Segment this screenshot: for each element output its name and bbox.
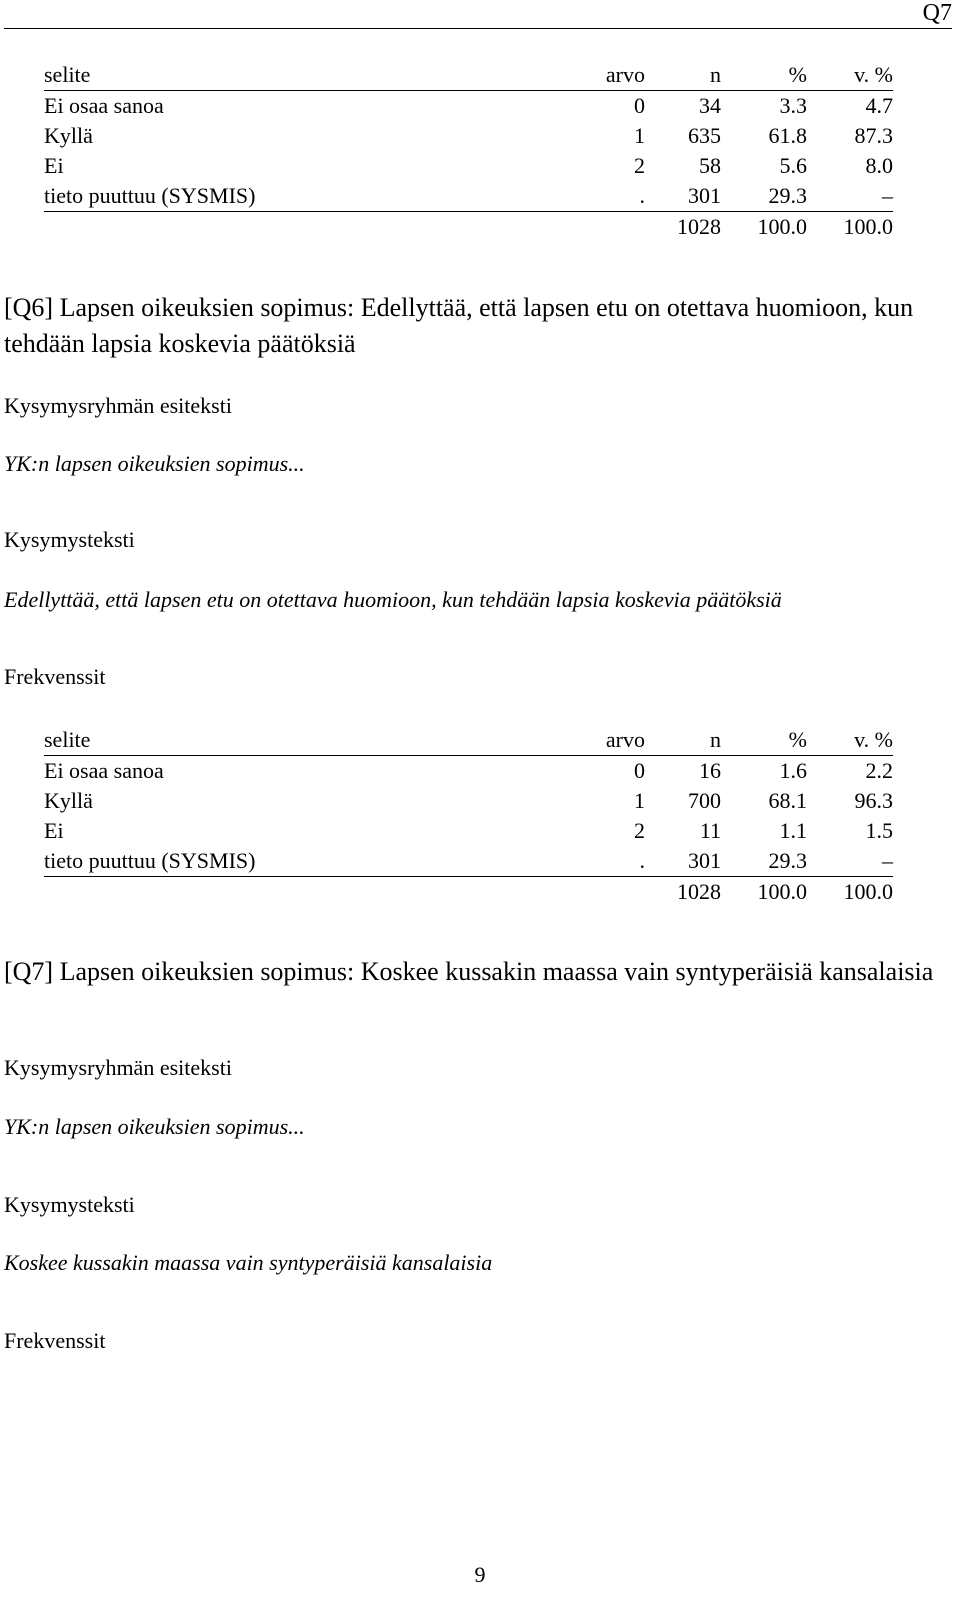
frequency-table-q5 bbox=[44, 60, 893, 242]
cell-n: 58 bbox=[699, 153, 721, 178]
total-pct: 100.0 bbox=[757, 214, 807, 239]
cell-pct: 3.3 bbox=[779, 93, 807, 118]
cell-label: Kyllä bbox=[44, 788, 93, 813]
cell-arvo: 2 bbox=[634, 818, 645, 843]
cell-pct: 29.3 bbox=[721, 846, 807, 877]
cell-label: Ei osaa sanoa bbox=[44, 758, 164, 783]
running-head-label: Q7 bbox=[922, 0, 952, 26]
group-text-q7: YK:n lapsen oikeuksien sopimus... bbox=[4, 1114, 305, 1139]
header-pct: % bbox=[721, 725, 807, 756]
table-row bbox=[44, 816, 893, 846]
header-selite: selite bbox=[44, 725, 579, 756]
table-row bbox=[44, 846, 893, 877]
table-total-row bbox=[44, 212, 893, 243]
cell-arvo: 2 bbox=[634, 153, 645, 178]
group-label-q6: Kysymysryhmän esiteksti bbox=[4, 393, 232, 418]
cell-vpct: 2.2 bbox=[865, 758, 893, 783]
cell-label: tieto puuttuu (SYSMIS) bbox=[44, 181, 579, 212]
cell-vpct: 87.3 bbox=[854, 123, 893, 148]
header-selite: selite bbox=[44, 60, 579, 91]
total-vpct: 100.0 bbox=[843, 214, 893, 239]
cell-pct: 5.6 bbox=[779, 153, 807, 178]
cell-n: 301 bbox=[645, 846, 721, 877]
cell-label: Ei bbox=[44, 818, 64, 843]
page-number: 9 bbox=[474, 1562, 486, 1587]
frequency-table-q6 bbox=[44, 725, 893, 907]
total-n: 1028 bbox=[677, 214, 721, 239]
table-row bbox=[44, 91, 893, 122]
header-vpct: v. % bbox=[807, 725, 893, 756]
table-row bbox=[44, 121, 893, 151]
cell-label: Ei bbox=[44, 153, 64, 178]
header-n: n bbox=[645, 60, 721, 91]
cell-pct: 61.8 bbox=[768, 123, 807, 148]
table-total-row bbox=[44, 877, 893, 908]
question-label-q6: Kysymysteksti bbox=[4, 527, 135, 552]
cell-n: 34 bbox=[699, 93, 721, 118]
header-n: n bbox=[645, 725, 721, 756]
cell-arvo: . bbox=[579, 181, 645, 212]
cell-vpct: – bbox=[807, 846, 893, 877]
cell-vpct: 1.5 bbox=[865, 818, 893, 843]
question-text-q6: Edellyttää, että lapsen etu on otettava huomioon, kun tehdään lapsia koskevia päätöksiä bbox=[4, 587, 782, 612]
question-label-q7: Kysymysteksti bbox=[4, 1192, 135, 1217]
cell-n: 700 bbox=[688, 788, 721, 813]
cell-pct: 1.1 bbox=[779, 818, 807, 843]
group-text-q6: YK:n lapsen oikeuksien sopimus... bbox=[4, 451, 305, 476]
total-vpct: 100.0 bbox=[843, 879, 893, 904]
question-title-q7: [Q7] Lapsen oikeuksien sopimus: Koskee kussakin maassa vain syntyperäisiä kansalaisia bbox=[4, 957, 934, 986]
cell-n: 301 bbox=[645, 181, 721, 212]
cell-vpct: 8.0 bbox=[865, 153, 893, 178]
table-header-row bbox=[44, 725, 893, 756]
table-row bbox=[44, 151, 893, 181]
cell-label: Kyllä bbox=[44, 123, 93, 148]
total-pct: 100.0 bbox=[757, 879, 807, 904]
cell-pct: 1.6 bbox=[779, 758, 807, 783]
group-label-q7: Kysymysryhmän esiteksti bbox=[4, 1055, 232, 1080]
freq-label-q6: Frekvenssit bbox=[4, 664, 106, 689]
cell-vpct: 4.7 bbox=[865, 93, 893, 118]
header-arvo: arvo bbox=[579, 60, 645, 91]
cell-arvo: 0 bbox=[634, 93, 645, 118]
question-text-q7: Koskee kussakin maassa vain syntyperäisiä kansalaisia bbox=[4, 1250, 493, 1275]
table-row bbox=[44, 756, 893, 787]
question-title-q6: [Q6] Lapsen oikeuksien sopimus: Edellyttää, että lapsen etu on otettava huomioon, kun tehdään lapsia koskevia päätöksiä bbox=[4, 293, 914, 358]
cell-arvo: 0 bbox=[634, 758, 645, 783]
running-head bbox=[4, 0, 952, 29]
header-vpct: v. % bbox=[807, 60, 893, 91]
total-n: 1028 bbox=[677, 879, 721, 904]
cell-arvo: . bbox=[579, 846, 645, 877]
cell-label: Ei osaa sanoa bbox=[44, 93, 164, 118]
cell-vpct: 96.3 bbox=[854, 788, 893, 813]
table-row bbox=[44, 181, 893, 212]
header-arvo: arvo bbox=[579, 725, 645, 756]
cell-arvo: 1 bbox=[634, 123, 645, 148]
cell-n: 635 bbox=[688, 123, 721, 148]
cell-pct: 68.1 bbox=[768, 788, 807, 813]
table-header-row bbox=[44, 60, 893, 91]
cell-n: 16 bbox=[699, 758, 721, 783]
cell-pct: 29.3 bbox=[721, 181, 807, 212]
cell-label: tieto puuttuu (SYSMIS) bbox=[44, 846, 579, 877]
table-row bbox=[44, 786, 893, 816]
header-pct: % bbox=[721, 60, 807, 91]
cell-arvo: 1 bbox=[634, 788, 645, 813]
cell-n: 11 bbox=[699, 818, 721, 843]
freq-label-q7: Frekvenssit bbox=[4, 1328, 106, 1353]
cell-vpct: – bbox=[807, 181, 893, 212]
